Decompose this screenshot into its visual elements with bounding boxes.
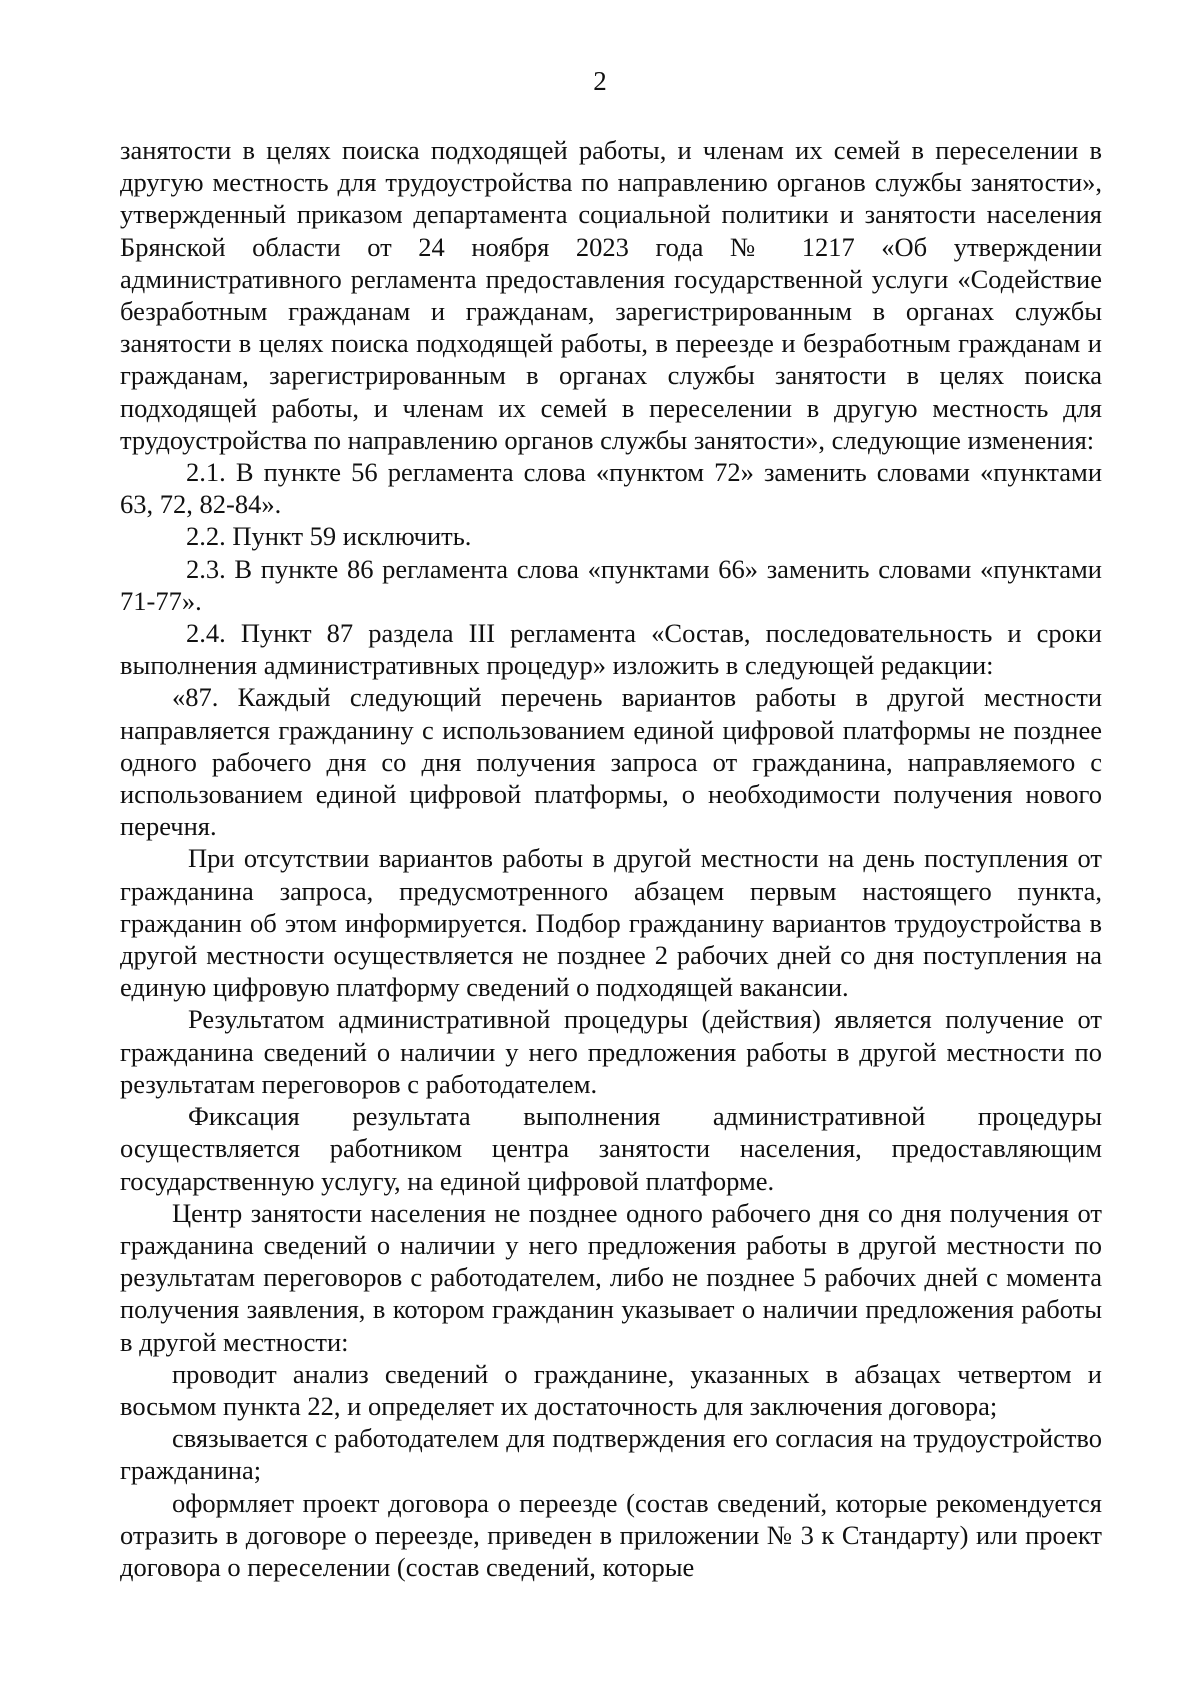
paragraph-result: Результатом административной процедуры (действия) является получение от гражданина сведений о наличии у него предложения работы в другой местности по результатам переговоров с работодателем. [120, 1004, 1102, 1099]
paragraph-draft-contract: оформляет проект договора о переезде (состав сведений, которые рекомендуется отразить в договоре о переезде, приведен в приложении № 3 к Стандарту) или проект договора о переселении (состав сведений, которые [120, 1487, 1102, 1582]
paragraph-contacts-employer: связывается с работодателем для подтверждения его согласия на трудоустройство гражданина; [120, 1423, 1102, 1486]
paragraph-2-2: 2.2. Пункт 59 исключить. [186, 521, 472, 552]
page-number: 2 [593, 66, 607, 96]
paragraph-continuation: занятости в целях поиска подходящей работы, и членам их семей в переселении в другую местность для трудоустройства по направлению органов службы занятости», утвержденный приказом департамента социальной политики и занятости населения Брянской области от 24 ноября 2023 года № 1217 «Об утверждении административного регламента предоставления государственной услуги «Содействие безработным гражданам и гражданам, зарегистрированным в органах службы занятости в целях поиска подходящей работы, в переезде и безработным гражданам и гражданам, зарегистрированным в органах службы занятости в целях поиска подходящей работы, и членам их семей в переселении в другую местность для трудоустройства по направлению органов службы занятости», следующие изменения: [120, 135, 1102, 455]
paragraph-87: «87. Каждый следующий перечень вариантов работы в другой местности направляется гражданину с использованием единой цифровой платформы не позднее одного рабочего дня со дня получения запроса от гражданина, направляемого с использованием единой цифровой платформы, о необходимости получения нового перечня. [120, 682, 1102, 842]
document-body [120, 134, 1102, 1583]
paragraph-analysis: проводит анализ сведений о гражданине, указанных в абзацах четвертом и восьмом пункта 22, и определяет их достаточность для заключения договора; [120, 1358, 1102, 1421]
paragraph-employment-center: Центр занятости населения не позднее одного рабочего дня со дня получения от гражданина сведений о наличии у него предложения работы в другой местности по результатам переговоров с работодателем, либо не позднее 5 рабочих дней с момента получения заявления, в котором гражданин указывает о наличии предложения работы в другой местности: [120, 1197, 1102, 1357]
paragraph-no-vacancies: При отсутствии вариантов работы в другой местности на день поступления от гражданина запроса, предусмотренного абзацем первым настоящего пункта, гражданин об этом информируется. Подбор гражданину вариантов трудоустройства в другой местности осуществляется не позднее 2 рабочих дней со дня поступления на единую цифровую платформу сведений о подходящей вакансии. [120, 843, 1102, 1003]
paragraph-fixation: Фиксация результата выполнения административной процедуры осуществляется работником центра занятости населения, предоставляющим государственную услугу, на единой цифровой платформе. [120, 1101, 1102, 1196]
paragraph-2-4: 2.4. Пункт 87 раздела III регламента «Состав, последовательность и сроки выполнения административных процедур» изложить в следующей редакции: [120, 618, 1102, 681]
paragraph-2-3: 2.3. В пункте 86 регламента слова «пунктами 66» заменить словами «пунктами 71-77». [120, 553, 1102, 616]
paragraph-2-1: 2.1. В пункте 56 регламента слова «пунктом 72» заменить словами «пунктами 63, 72, 82-84». [120, 457, 1102, 520]
